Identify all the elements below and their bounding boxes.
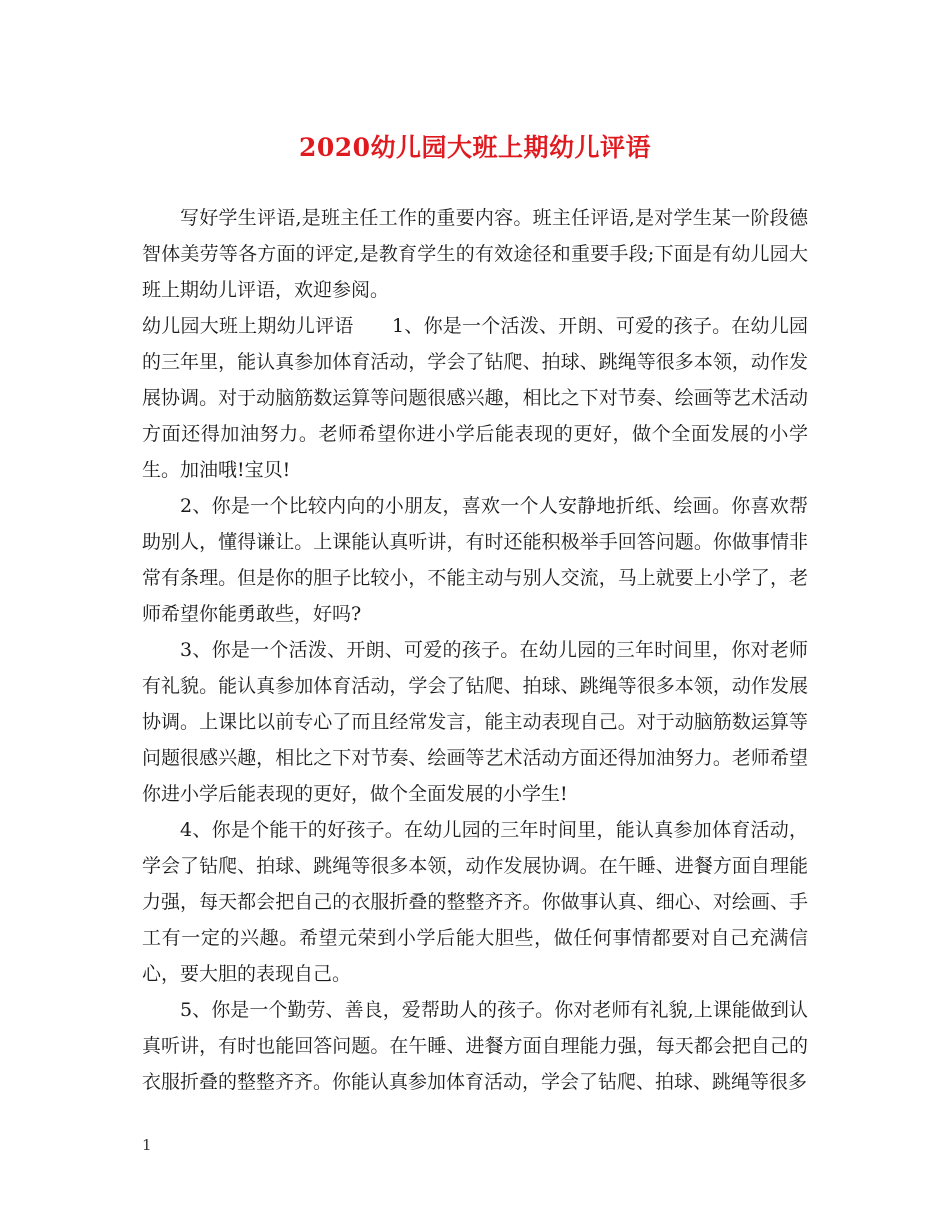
comment-paragraph-5: 5、你是一个勤劳、善良，爱帮助人的孩子。你对老师有礼貌,上课能做到认真听讲，有时也能回答问题。在午睡、进餐方面自理能力强，每天都会把自己的衣服折叠的整整齐齐。你能认真参加体育活动，学会了钻爬、拍球、跳绳等很多: [142, 999, 808, 1093]
comment-paragraph-2: 2、你是一个比较内向的小朋友，喜欢一个人安静地折纸、绘画。你喜欢帮助别人，懂得谦让。上课能认真听讲，有时还能积极举手回答问题。你做事情非常有条理。但是你的胆子比较小，不能主动与别人交流，马上就要上小学了，老师希望你能勇敢些，好吗?: [142, 495, 808, 625]
document-body: [142, 200, 808, 1100]
document-title: 2020幼儿园大班上期幼儿评语: [298, 133, 652, 162]
page-number: 1: [142, 1136, 152, 1154]
comment-paragraph-3: 3、你是一个活泼、开朗、可爱的孩子。在幼儿园的三年时间里，你对老师有礼貌。能认真参加体育活动，学会了钻爬、拍球、跳绳等很多本领，动作发展协调。上课比以前专心了而且经常发言，能主动表现自己。对于动脑筋数运算等问题很感兴趣，相比之下对节奏、绘画等艺术活动方面还得加油努力。老师希望你进小学后能表现的更好，做个全面发展的小学生!: [142, 639, 808, 805]
comment-paragraph-4: 4、你是个能干的好孩子。在幼儿园的三年时间里，能认真参加体育活动，学会了钻爬、拍球、跳绳等很多本领，动作发展协调。在午睡、进餐方面自理能力强，每天都会把自己的衣服折叠的整整齐齐。你做事认真、细心、对绘画、手工有一定的兴趣。希望元荣到小学后能大胆些，做任何事情都要对自己充满信心，要大胆的表现自己。: [142, 819, 808, 985]
comment-paragraph-1: 幼儿园大班上期幼儿评语 1、你是一个活泼、开朗、可爱的孩子。在幼儿园的三年里，能认真参加体育活动，学会了钻爬、拍球、跳绳等很多本领，动作发展协调。对于动脑筋数运算等问题很感兴趣，相比之下对节奏、绘画等艺术活动方面还得加油努力。老师希望你进小学后能表现的更好，做个全面发展的小学生。加油哦!宝贝!: [142, 315, 808, 481]
intro-paragraph: 写好学生评语,是班主任工作的重要内容。班主任评语,是对学生某一阶段德智体美劳等各方面的评定,是教育学生的有效途径和重要手段;下面是有幼儿园大班上期幼儿评语，欢迎参阅。: [142, 207, 808, 301]
